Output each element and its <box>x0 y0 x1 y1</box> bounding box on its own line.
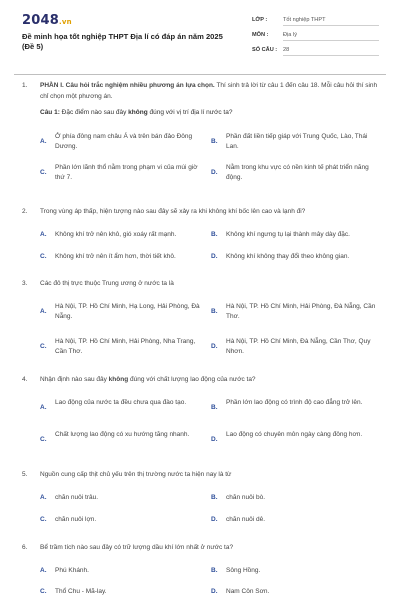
option-key: B. <box>211 494 218 501</box>
section-instruction <box>40 81 380 102</box>
option-key: D. <box>211 436 218 443</box>
question-emphasis: không <box>128 109 148 116</box>
section-text: Thí sinh trả lời từ câu 1 đến câu 18. Mỗi câu hỏi thí sinh chỉ chọn một phương án. <box>40 82 378 100</box>
option-key: D. <box>211 516 218 523</box>
question-text: Trong vùng áp thấp, hiện tượng nào sau đây sẽ xảy ra khi không khí bốc lên cao và lạnh đi? <box>40 208 306 215</box>
option-key: B. <box>211 404 218 411</box>
question-text: Bể trầm tích nào sau đây có trữ lượng dầu khí lớn nhất ở nước ta? <box>40 544 234 551</box>
info-underline <box>283 55 379 56</box>
document-title: Đề minh họa tốt nghiệp THPT Địa lí có đáp án năm 2025 (Đề 5) <box>22 32 223 51</box>
option-text: Lao động của nước ta đều chưa qua đào tạo. <box>55 399 187 406</box>
info-underline <box>283 40 379 41</box>
question-text: Các đô thị trực thuộc Trung ương ở nước ta là <box>40 280 174 287</box>
option-text: Nam Côn Sơn. <box>226 588 270 595</box>
option-text: Hà Nội, TP. Hồ Chí Minh, Hạ Long, Hải Phòng, Đà Nẵng. <box>55 303 200 320</box>
option-key: D. <box>211 253 218 260</box>
option-text: Không khí trở nên khô, gió xoáy rất mạnh. <box>55 231 177 238</box>
option-text: Phú Khánh. <box>55 567 89 574</box>
option-key: A. <box>40 308 47 315</box>
option-text: chăn nuôi dê. <box>226 516 266 523</box>
logo-main: 2048 <box>22 13 59 28</box>
question-text-part: đúng với chất lượng lao động của nước ta? <box>128 376 256 383</box>
option-key: C. <box>40 169 47 176</box>
option-key: C. <box>40 516 47 523</box>
question-number: 6. <box>22 544 28 551</box>
option-key: D. <box>211 588 218 595</box>
option-text: Lao động có chuyên môn ngày càng đông hơn. <box>226 431 363 438</box>
option-text: Hà Nội, TP. Hồ Chí Minh, Hải Phòng, Đà Nẵng, Cần Thơ. <box>226 303 376 320</box>
option-text: Chất lượng lao động có xu hướng tăng nhanh. <box>55 431 190 438</box>
info-label: MÔN : <box>252 32 269 38</box>
question-text: Nguồn cung cấp thịt chủ yếu trên thị trường nước ta hiện nay là từ <box>40 471 232 478</box>
question-text: đúng với vị trí địa lí nước ta? <box>147 109 233 116</box>
question-number: 2. <box>22 208 28 215</box>
option-text: Hà Nội, TP. Hồ Chí Minh, Đà Nẵng, Cần Thơ, Quy Nhơn. <box>226 338 371 355</box>
question-prefix: Câu 1: <box>40 109 60 116</box>
option-key: B. <box>211 231 218 238</box>
question-number: 3. <box>22 280 28 287</box>
option-key: A. <box>40 494 47 501</box>
option-text: Phần đất liền tiếp giáp với Trung Quốc, Lào, Thái Lan. <box>226 133 368 150</box>
document-header <box>0 0 400 70</box>
option-text: chăn nuôi lợn. <box>55 516 97 523</box>
option-key: D. <box>211 169 218 176</box>
option-key: B. <box>211 308 218 315</box>
option-key: B. <box>211 567 218 574</box>
info-underline <box>283 25 379 26</box>
option-text: chăn nuôi trâu. <box>55 494 99 501</box>
option-text: Không khí ngưng tụ lại thành mây dày đặc. <box>226 231 350 238</box>
question-text-part: Nhận định nào sau đây <box>40 376 109 383</box>
logo-suffix: .vn <box>58 18 72 26</box>
question-text <box>40 375 380 386</box>
question-number: 1. <box>22 82 28 89</box>
question-number: 5. <box>22 471 28 478</box>
option-key: D. <box>211 343 218 350</box>
option-key: C. <box>40 588 47 595</box>
info-label: LỚP : <box>252 17 268 23</box>
header-divider <box>14 74 386 75</box>
site-logo[interactable] <box>22 13 72 28</box>
option-key: A. <box>40 567 47 574</box>
option-text: Sông Hồng. <box>226 567 261 574</box>
info-value: Địa lý <box>283 32 297 38</box>
option-key: A. <box>40 231 47 238</box>
option-key: A. <box>40 138 47 145</box>
option-text: Không khí không thay đổi theo không gian. <box>226 253 350 260</box>
option-text: Ở phía đông nam châu Á và trên bán đảo Đông Dương. <box>55 133 193 150</box>
question-emphasis: không <box>108 376 129 383</box>
option-key: C. <box>40 436 47 443</box>
question-number: 4. <box>22 376 28 383</box>
info-label: SỐ CÂU : <box>252 47 278 53</box>
option-text: Phần lớn lãnh thổ nằm trong phạm vi của múi giờ thứ 7. <box>55 164 198 181</box>
question-text: Đặc điểm nào sau đây <box>59 109 129 116</box>
option-text: Phần lớn lao động có trình độ cao đẳng trở lên. <box>226 399 363 406</box>
option-key: A. <box>40 404 47 411</box>
option-key: B. <box>211 138 218 145</box>
info-value: 28 <box>283 47 290 53</box>
option-text: Thổ Chu - Mã-lay. <box>55 588 107 595</box>
info-value: Tốt nghiệp THPT <box>283 17 326 23</box>
option-key: C. <box>40 253 47 260</box>
option-text: Hà Nội, TP. Hồ Chí Minh, Hải Phòng, Nha Trang, Cần Thơ. <box>55 338 196 355</box>
option-text: Nằm trong khu vực có nền kinh tế phát triển năng động. <box>226 164 369 181</box>
question-1-stem <box>40 109 232 116</box>
option-key: C. <box>40 343 47 350</box>
section-title: PHẦN I. Câu hỏi trắc nghiệm nhiều phương án lựa chọn. <box>40 82 215 89</box>
option-text: Không khí trở nên ít ẩm hơn, thời tiết khô. <box>55 253 176 260</box>
option-text: chăn nuôi bò. <box>226 494 266 501</box>
